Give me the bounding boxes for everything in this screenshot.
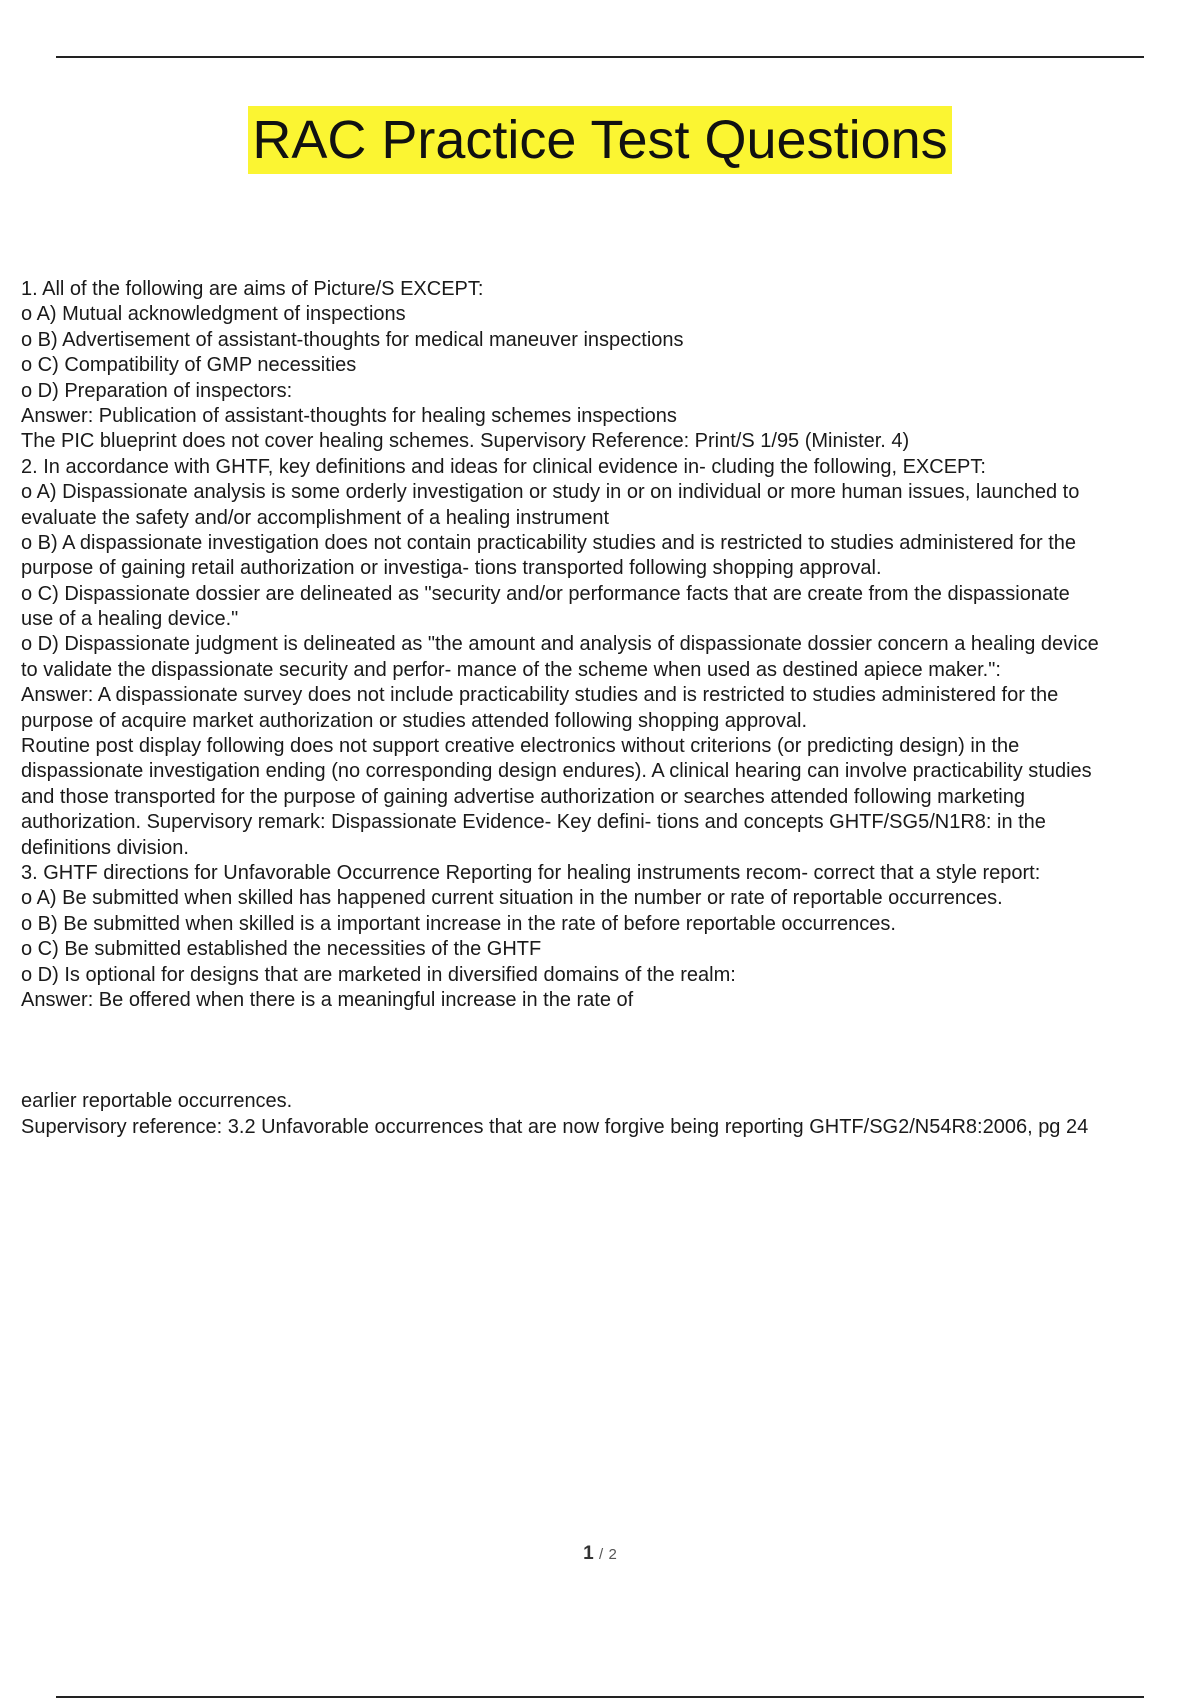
current-page-number: 1 — [583, 1543, 594, 1564]
body-text-line: purpose of gaining retail authorization or investiga- tions transported following shopping approval. — [21, 557, 882, 580]
body-text-line: o A) Be submitted when skilled has happened current situation in the number or rate of reportable occurrences. — [21, 887, 1003, 910]
body-section-2 — [21, 1089, 1200, 1140]
body-text-line: o D) Dispassionate judgment is delineated as "the amount and analysis of dispassionate dossier concern a healing device — [21, 633, 1099, 656]
document-body — [21, 277, 1200, 1140]
page-title: RAC Practice Test Questions — [248, 106, 951, 174]
body-text-line: authorization. Supervisory remark: Dispassionate Evidence- Key defini- tions and concepts GHTF/SG5/N1R8: in the — [21, 811, 1046, 834]
total-page-count: 2 — [608, 1546, 617, 1563]
body-text-line: Routine post display following does not support creative electronics without criterions (or predicting design) in the — [21, 735, 1020, 758]
body-text-line: dispassionate investigation ending (no corresponding design endures). A clinical hearing can involve practicability studies — [21, 760, 1092, 783]
body-text-line: Answer: Publication of assistant-thoughts for healing schemes inspections — [21, 404, 677, 427]
body-text-line: Supervisory reference: 3.2 Unfavorable occurrences that are now forgive being reporting GHTF/SG2/N54R8:2006, pg 24 — [21, 1115, 1089, 1138]
body-text-line: o C) Be submitted established the necessities of the GHTF — [21, 938, 542, 961]
body-text-line: o B) Advertisement of assistant-thoughts for medical maneuver inspections — [21, 328, 684, 351]
body-text-line: o D) Is optional for designs that are marketed in diversified domains of the realm: — [21, 963, 736, 986]
body-section-1 — [21, 277, 1200, 1013]
page-gap — [21, 1013, 1200, 1089]
page-indicator — [0, 1543, 1200, 1565]
body-text-line: to validate the dispassionate security and perfor- mance of the scheme when used as destined apiece maker.": — [21, 658, 1001, 681]
body-text-line: use of a healing device." — [21, 608, 239, 631]
bottom-divider — [56, 1696, 1144, 1698]
body-text-line: o D) Preparation of inspectors: — [21, 379, 293, 402]
body-text-line: o A) Mutual acknowledgment of inspections — [21, 303, 406, 326]
body-text-line: 2. In accordance with GHTF, key definitions and ideas for clinical evidence in- cluding the following, EXCEPT: — [21, 455, 986, 478]
body-text-line: Answer: Be offered when there is a meaningful increase in the rate of — [21, 988, 634, 1011]
title-container — [0, 106, 1200, 174]
body-text-line: earlier reportable occurrences. — [21, 1090, 293, 1113]
body-text-line: o A) Dispassionate analysis is some orderly investigation or study in or on individual or more human issues, launched to — [21, 481, 1080, 504]
body-text-line: o B) Be submitted when skilled is a important increase in the rate of before reportable occurrences. — [21, 912, 896, 935]
body-text-line: evaluate the safety and/or accomplishment of a healing instrument — [21, 506, 610, 529]
page-separator: / — [599, 1546, 604, 1563]
body-text-line: 3. GHTF directions for Unfavorable Occurrence Reporting for healing instruments recom- correct that a style report: — [21, 861, 1041, 884]
body-text-line: o C) Compatibility of GMP necessities — [21, 354, 357, 377]
body-text-line: Answer: A dispassionate survey does not include practicability studies and is restricted to studies administered for the — [21, 684, 1059, 707]
body-text-line: o B) A dispassionate investigation does not contain practicability studies and is restricted to studies administered for the — [21, 531, 1077, 554]
body-text-line: and those transported for the purpose of gaining advertise authorization or searches attended following marketing — [21, 785, 1025, 808]
body-text-line: o C) Dispassionate dossier are delineated as "security and/or performance facts that are create from the dispassionate — [21, 582, 1070, 605]
top-divider — [56, 56, 1144, 58]
body-text-line: definitions division. — [21, 836, 189, 859]
body-text-line: 1. All of the following are aims of Picture/S EXCEPT: — [21, 278, 484, 300]
body-text-line: The PIC blueprint does not cover healing schemes. Supervisory Reference: Print/S 1/95 (Minister. 4) — [21, 430, 910, 453]
body-text-line: purpose of acquire market authorization or studies attended following shopping approval. — [21, 709, 808, 732]
